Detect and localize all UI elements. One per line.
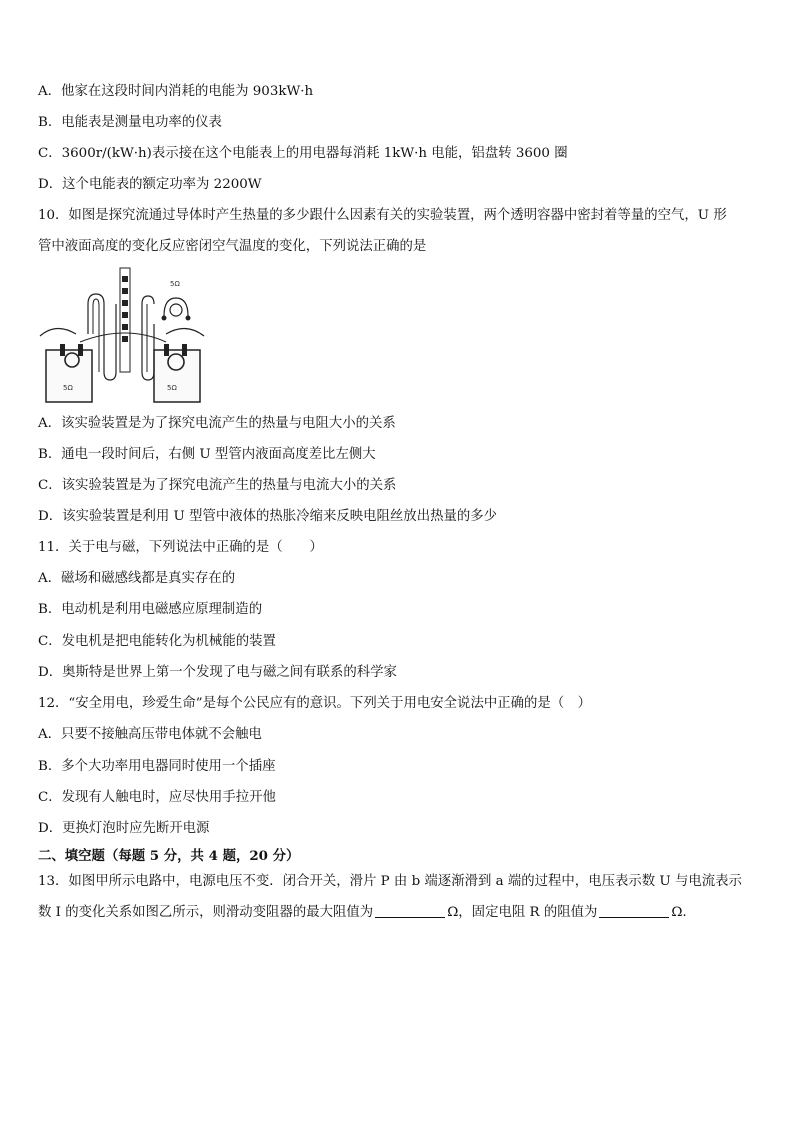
q10-stem-line1: 10．如图是探究流通过导体时产生热量的多少跟什么因素有关的实验装置，两个透明容器中密封着等量的空气，U 形 [38,208,727,223]
q11-option-d: D．奥斯特是世界上第一个发现了电与磁之间有联系的科学家 [38,665,397,680]
q9-option-d: D．这个电能表的额定功率为 2200W [38,177,262,192]
joule-heating-apparatus-figure [36,264,208,406]
q10-option-b: B．通电一段时间后，右侧 U 型管内液面高度差比左侧大 [38,447,376,462]
q13-text-b: Ω，固定电阻 R 的阻值为 [447,905,598,920]
q9-option-b: B．电能表是测量电功率的仪表 [38,115,222,130]
q13-answer-blank-1[interactable] [375,904,445,918]
q10-option-a: A．该实验装置是为了探究电流产生的热量与电阻大小的关系 [38,416,396,431]
top-resistor-label: 5Ω [170,280,180,288]
q9-option-a: A．他家在这段时间内消耗的电能为 903kW·h [38,84,314,99]
q11-stem: 11．关于电与磁，下列说法中正确的是（ ） [38,540,323,555]
q13-answer-blank-2[interactable] [599,904,669,918]
q11-option-b: B．电动机是利用电磁感应原理制造的 [38,602,263,617]
q12-option-d: D．更换灯泡时应先断开电源 [38,821,210,836]
q13-text-c: Ω． [671,905,696,920]
q11-option-c: C．发电机是把电能转化为机械能的装置 [38,634,276,649]
right-resistor-label: 5Ω [167,384,177,392]
q12-option-a: A．只要不接触高压带电体就不会触电 [38,727,262,742]
q10-option-c: C．该实验装置是为了探究电流产生的热量与电流大小的关系 [38,478,397,493]
q10-option-d: D．该实验装置是利用 U 型管中液体的热胀冷缩来反映电阻丝放出热量的多少 [38,509,498,524]
section-heading-fill-in: 二、填空题（每题 5 分，共 4 题，20 分） [38,848,300,864]
q12-option-b: B．多个大功率用电器同时使用一个插座 [38,759,276,774]
q12-option-c: C．发现有人触电时，应尽快用手拉开他 [38,790,276,805]
q10-stem-line2: 管中液面高度的变化反应密闭空气温度的变化，下列说法正确的是 [38,239,427,254]
q9-option-c: C．3600r/(kW·h)表示接在这个电能表上的用电器每消耗 1kW·h 电能，铝盘转 3600 圈 [38,146,568,161]
q12-stem: 12．“安全用电，珍爱生命”是每个公民应有的意识。下列关于用电安全说法中正确的是（ ） [38,696,591,711]
q13-line2 [38,904,696,922]
left-resistor-label: 5Ω [63,384,73,392]
q11-option-a: A．磁场和磁感线都是真实存在的 [38,571,236,586]
q13-text-a: 数 I 的变化关系如图乙所示，则滑动变阻器的最大阻值为 [38,905,374,920]
q13-line1: 13．如图甲所示电路中，电源电压不变．闭合开关，滑片 P 由 b 端逐渐滑到 a 端的过程中，电压表示数 U 与电流表示 [38,874,742,889]
